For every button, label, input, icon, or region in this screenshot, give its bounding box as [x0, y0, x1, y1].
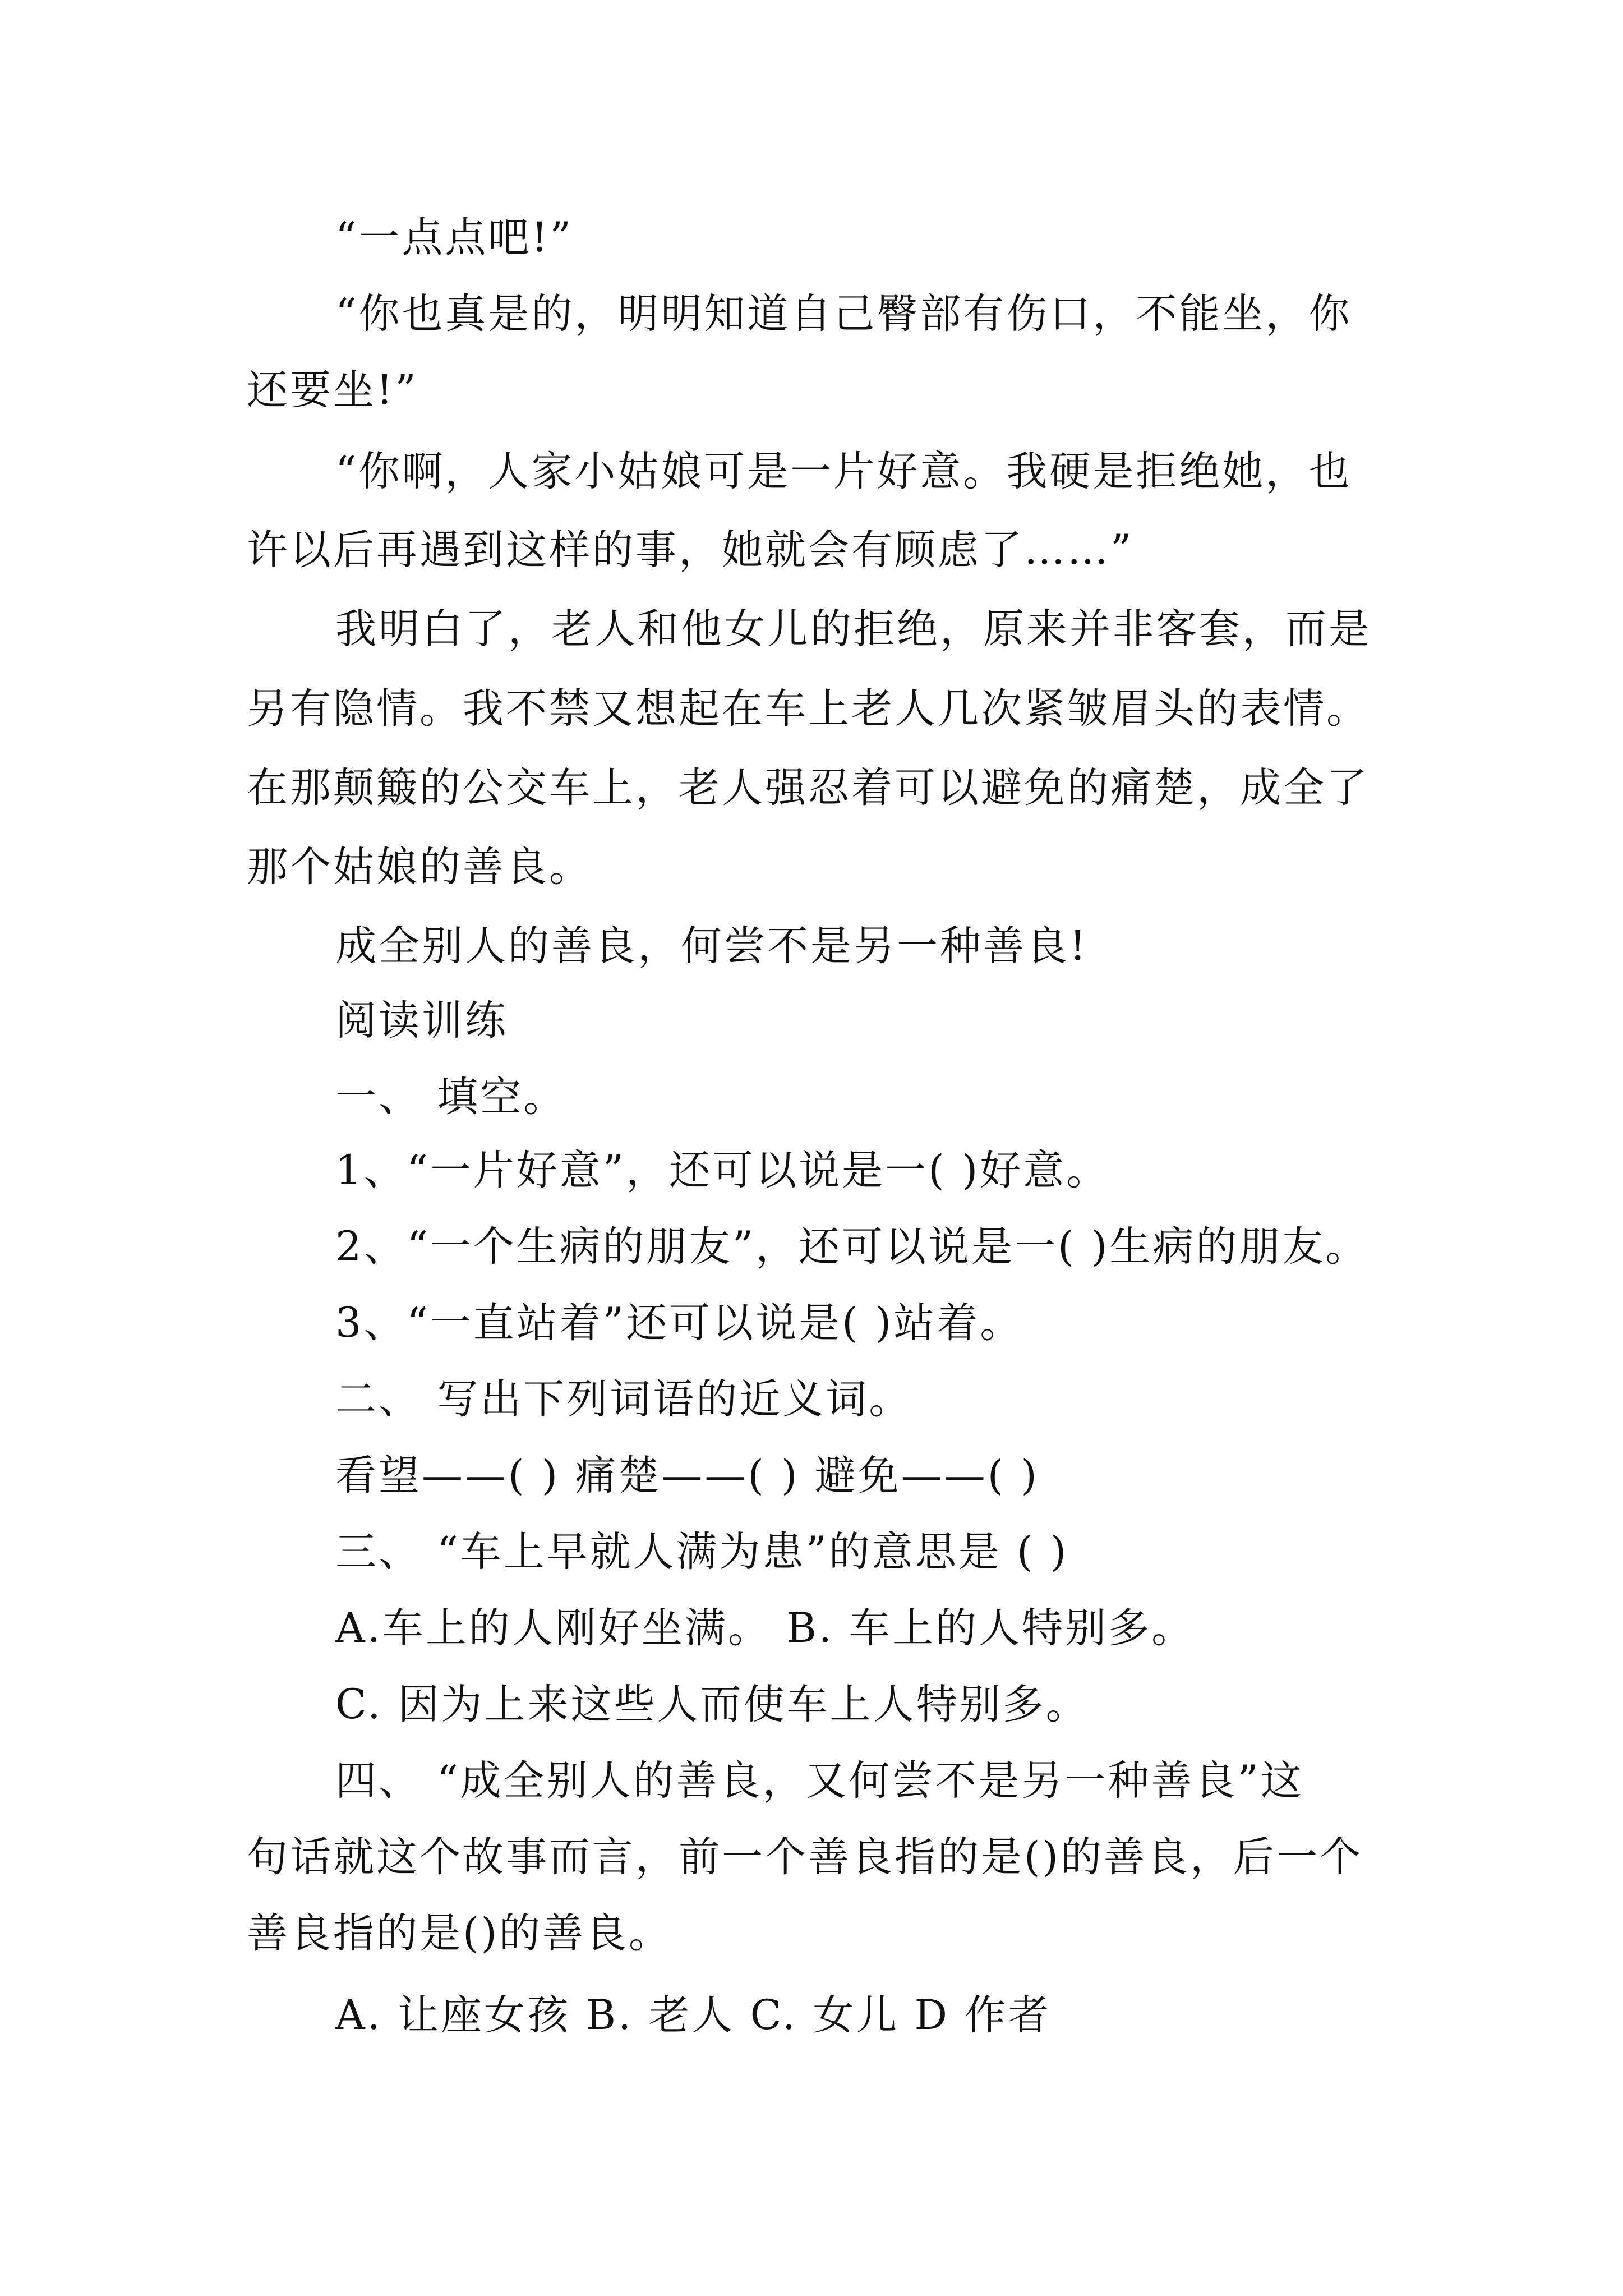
story-line: 许以后再遇到这样的事，她就会有顾虑了……” [247, 526, 1134, 574]
story-line: 成全别人的善良，何尝不是另一种善良! [335, 922, 1089, 970]
section-2-title: 二、 写出下列词语的近义词。 [335, 1375, 912, 1423]
story-line: “一点点吧!” [335, 214, 573, 261]
story-line: 我明白了，老人和他女儿的拒绝，原来并非客套，而是 [335, 605, 1372, 653]
question-3: 3、“一直站着”还可以说是( )站着。 [335, 1299, 1023, 1347]
story-line: 那个姑娘的善良。 [247, 843, 592, 891]
story-line: “你也真是的，明明知道自己臀部有伤口，不能坐，你 [335, 290, 1352, 338]
story-line: 还要坐!” [247, 366, 418, 414]
question-1: 1、“一片好意”，还可以说是一( )好意。 [335, 1147, 1110, 1194]
question-2: 2、“一个生病的朋友”，还可以说是一( )生病的朋友。 [335, 1223, 1369, 1271]
exercise-heading: 阅读训练 [335, 997, 508, 1045]
section-1-title: 一、 填空。 [335, 1073, 567, 1121]
section-3-options-ab: A.车上的人刚好坐满。 B. 车上的人特别多。 [335, 1604, 1195, 1652]
story-line: “你啊，人家小姑娘可是一片好意。我硬是拒绝她，也 [335, 448, 1352, 495]
section-4-options: A. 让座女孩 B. 老人 C. 女儿 D 作者 [335, 1991, 1052, 2039]
section-4-line: 句话就这个故事而言，前一个善良指的是()的善良，后一个 [247, 1833, 1363, 1881]
section-4-line: 善良指的是()的善良。 [247, 1910, 672, 1957]
section-3-option-c: C. 因为上来这些人而使车上人特别多。 [335, 1681, 1089, 1728]
synonym-items: 看望——( ) 痛楚——( ) 避免——( ) [335, 1452, 1039, 1499]
story-line: 另有隐情。我不禁又想起在车上老人几次紧皱眉头的表情。 [247, 685, 1370, 733]
section-4-title: 四、 “成全别人的善良，又何尝不是另一种善良”这 [335, 1757, 1304, 1805]
story-line: 在那颠簸的公交车上，老人强忍着可以避免的痛楚，成全了 [247, 764, 1370, 812]
section-3-title: 三、 “车上早就人满为患”的意思是 ( ) [335, 1528, 1069, 1576]
